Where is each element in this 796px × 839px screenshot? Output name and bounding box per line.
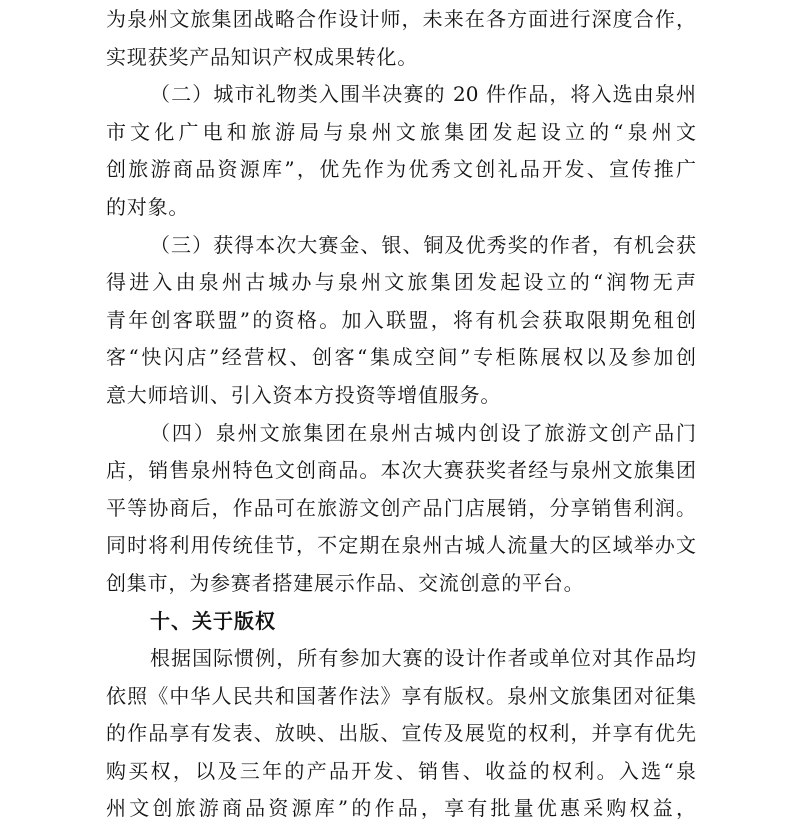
text-line: 依照《中华人民共和国著作法》享有版权。泉州文旅集团对征集 [106,683,696,708]
text-line: 的作品享有发表、放映、出版、宣传及展览的权利，并享有优先 [106,721,696,746]
document-body [106,1,696,828]
text-line: （三）获得本次大赛金、银、铜及优秀奖的作者，有机会获 [150,232,696,257]
paragraph-copyright [106,640,696,828]
text-line: 州文创旅游商品资源库”的作品，享有批量优惠采购权益， [106,796,696,821]
text-line: 创旅游商品资源库”，优先作为优秀文创礼品开发、宣传推广 [106,157,696,182]
paragraph-item-2 [106,76,696,226]
text-line: （四）泉州文旅集团在泉州古城内创设了旅游文创产品门 [150,420,696,445]
text-line: 根据国际惯例，所有参加大赛的设计作者或单位对其作品均 [150,646,696,671]
text-line: 平等协商后，作品可在旅游文创产品门店展销，分享销售利润。 [106,495,696,520]
text-line: 同时将利用传统佳节，不定期在泉州古城人流量大的区域举办文 [106,533,696,558]
text-line: 客“快闪店”经营权、创客“集成空间”专柜陈展权以及参加创 [106,345,696,370]
paragraph-item-4 [106,415,696,603]
text-line: 得进入由泉州古城办与泉州文旅集团发起设立的“润物无声 [106,270,696,295]
text-line: （二）城市礼物类入围半决赛的 20 件作品，将入选由泉州 [150,82,696,107]
text-line: 创集市，为参赛者搭建展示作品、交流创意的平台。 [106,570,585,595]
paragraph-item-3 [106,227,696,415]
text-line: 市文化广电和旅游局与泉州文旅集团发起设立的“泉州文 [106,119,696,144]
text-line: 青年创客联盟”的资格。加入联盟，将有机会获取限期免租创 [106,307,696,332]
text-line: 店，销售泉州特色文创商品。本次大赛获奖者经与泉州文旅集团 [106,458,696,483]
text-line: 实现获奖产品知识产权成果转化。 [106,44,418,69]
paragraph-continuation [106,1,696,76]
text-line: 意大师培训、引入资本方投资等增值服务。 [106,382,502,407]
section-heading: 十、关于版权 [150,608,276,633]
text-line: 购买权，以及三年的产品开发、销售、收益的权利。入选“泉 [106,758,696,783]
text-line: 的对象。 [106,194,190,219]
text-line: 为泉州文旅集团战略合作设计师，未来在各方面进行深度合作， [106,7,696,31]
